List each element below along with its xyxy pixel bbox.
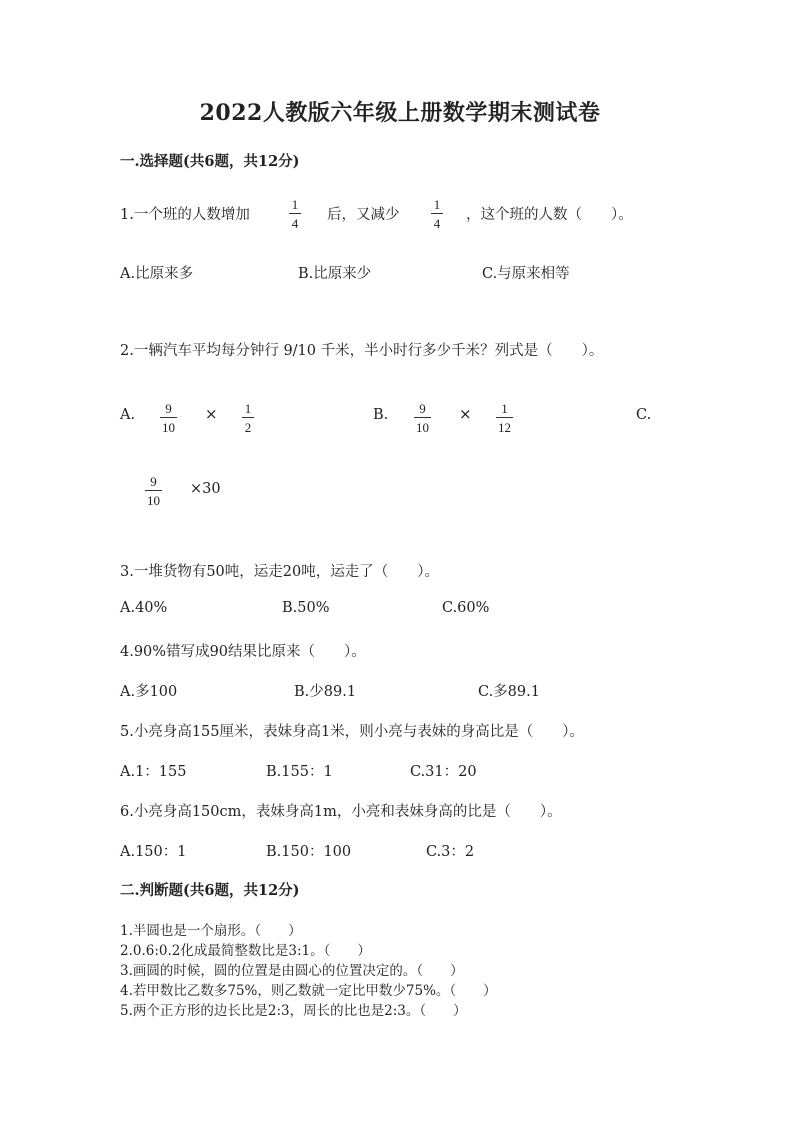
fraction-numerator: 9	[419, 401, 426, 416]
fraction-numerator: 1	[244, 401, 252, 416]
fraction-numerator: 1	[501, 401, 508, 416]
question-2-option-b-label: B.	[373, 407, 389, 423]
question-1-option-b: B.比原来少	[298, 266, 372, 282]
question-5-option-b: B.155：1	[266, 764, 333, 780]
fraction-denominator: 10	[416, 420, 429, 435]
question-1-option-c: C.与原来相等	[482, 266, 570, 282]
question-2-option-c-fraction	[145, 475, 162, 507]
question-2-option-a-label: A.	[120, 407, 136, 423]
question-6-option-a: A.150：1	[120, 844, 187, 860]
question-1-fraction-1	[289, 198, 301, 230]
question-3-stem: 3.一堆货物有50吨，运走20吨，运走了（ ）。	[120, 564, 439, 580]
question-5-stem: 5.小亮身高155厘米，表妹身高1米，则小亮与表妹的身高比是（ ）。	[120, 724, 584, 740]
question-2-option-c-label: C.	[636, 407, 652, 423]
fraction-numerator: 1	[433, 197, 441, 212]
fraction-denominator: 12	[498, 420, 511, 435]
question-2-option-a-operator: ×	[205, 405, 218, 423]
question-4-option-c: C.多89.1	[478, 684, 540, 700]
question-4-option-b: B.少89.1	[294, 684, 357, 700]
fraction-denominator: 2	[244, 420, 252, 435]
question-1-fraction-2	[431, 198, 443, 230]
question-3-option-c: C.60%	[442, 600, 490, 616]
question-4-stem: 4.90%错写成90结果比原来（ ）。	[120, 644, 366, 660]
fraction-denominator: 10	[162, 420, 175, 435]
question-6-option-c: C.3：2	[426, 844, 475, 860]
question-2-option-b-fraction-2	[496, 402, 513, 434]
section-heading-choice: 一.选择题(共6题，共12分)	[120, 153, 300, 170]
question-6-option-b: B.150：100	[266, 844, 352, 860]
question-3-option-a: A.40%	[120, 600, 168, 616]
fraction-denominator: 4	[433, 216, 441, 231]
judgement-item-4: 4.若甲数比乙数多75%，则乙数就一定比甲数少75%。（ ）	[120, 983, 497, 999]
question-5-option-a: A.1：155	[120, 764, 187, 780]
fraction-numerator: 9	[150, 474, 157, 489]
question-2-option-b-fraction-1	[414, 402, 431, 434]
fraction-denominator: 10	[147, 493, 160, 508]
question-2-option-b-operator: ×	[459, 405, 472, 423]
question-2-option-a-fraction-2	[242, 402, 254, 434]
judgement-item-5: 5.两个正方形的边长比是2:3，周长的比也是2:3。（ ）	[120, 1003, 467, 1019]
question-1-stem-c: ，这个班的人数（ ）。	[466, 207, 633, 223]
section-heading-judgement: 二.判断题(共6题，共12分)	[120, 882, 300, 899]
question-5-option-c: C.31：20	[410, 764, 477, 780]
fraction-numerator: 9	[165, 401, 172, 416]
question-1-stem-a: 1.一个班的人数增加	[120, 207, 250, 223]
judgement-item-2: 2.0.6:0.2化成最简整数比是3:1。（ ）	[120, 943, 371, 959]
question-3-option-b: B.50%	[282, 600, 330, 616]
fraction-denominator: 4	[291, 216, 299, 231]
question-2-option-c-tail: ×30	[190, 481, 221, 497]
judgement-item-3: 3.画圆的时候，圆的位置是由圆心的位置决定的。（ ）	[120, 963, 464, 979]
question-4-option-a: A.多100	[120, 684, 178, 700]
page-title: 2022人教版六年级上册数学期末测试卷	[199, 100, 601, 126]
question-6-stem: 6.小亮身高150cm，表妹身高1m，小亮和表妹身高的比是（ ）。	[120, 804, 562, 820]
question-2-stem: 2.一辆汽车平均每分钟行 9/10 千米，半小时行多少千米？列式是（ ）。	[120, 343, 604, 359]
judgement-item-1: 1.半圆也是一个扇形。（ ）	[120, 923, 302, 939]
question-2-option-a-fraction-1	[160, 402, 177, 434]
fraction-numerator: 1	[291, 197, 299, 212]
question-1-stem-b: 后，又减少	[327, 207, 400, 223]
question-1-option-a: A.比原来多	[120, 266, 194, 282]
